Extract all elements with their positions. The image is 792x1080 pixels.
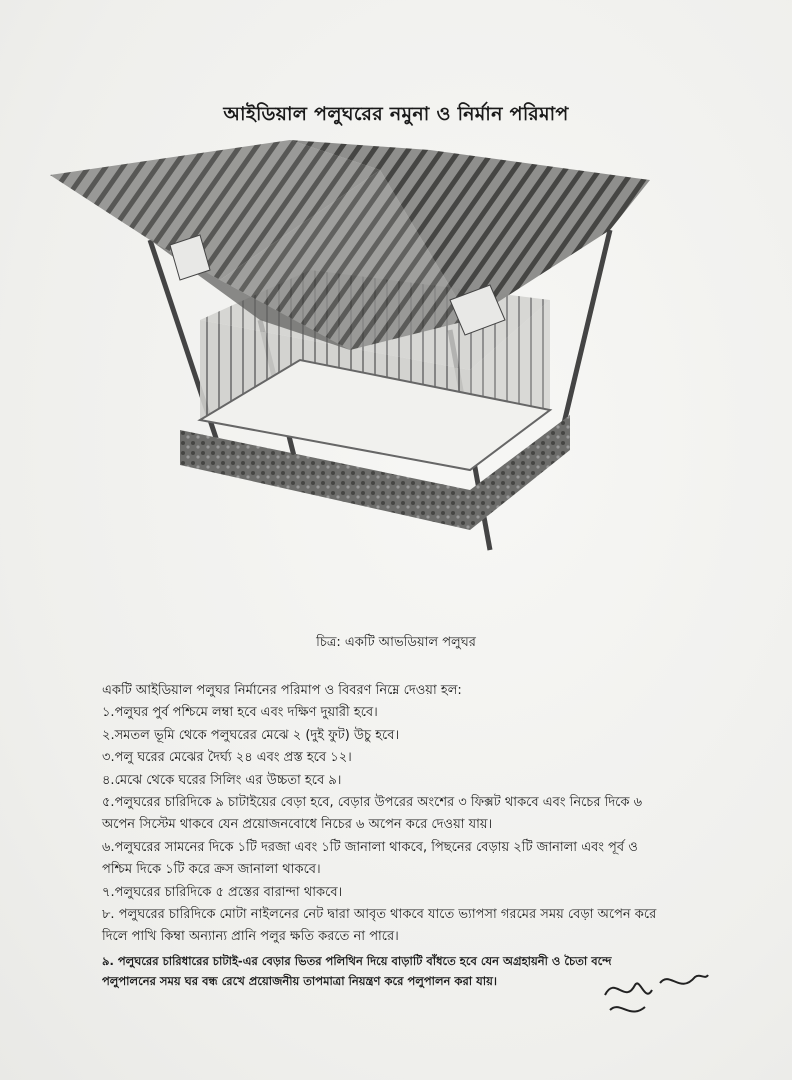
rearing-house-illustration: [50, 120, 690, 620]
list-item: ৬.পলুঘরের সামনের দিকে ১টি দরজা এবং ১টি জানালা থাকবে, পিছনের বেড়ায় ২টি জানালা এবং পূর্ব ও পশ্চিম দিকে ১টি করে ক্রস জানালা থাকবে।: [102, 839, 638, 878]
intro-text: একটি আইডিয়াল পলুঘর নির্মানের পরিমাপ ও বিবরণ নিম্নে দেওয়া হল:: [102, 683, 462, 698]
list-item: ৯. পলুঘরের চারিধারের চাটাই-এর বেড়ার ভিতর পলিথিন দিয়ে বাড়াটি বাঁধতে হবে যেন অগ্রহায়নী ও চৈতা বন্দে পলুপালনের সময় ঘর বন্ধ রেখে প্রয়োজনীয় তাপমাত্রা নিয়ন্ত্রণ করে পলুপালন করা যায়।: [102, 953, 612, 988]
figure-caption: চিত্র: একটি আভডিয়াল পলুঘর: [316, 635, 476, 650]
list-item: ১.পলুঘর পুর্ব পশ্চিমে লম্বা হবে এবং দক্ষিণ দুয়ারী হবে।: [102, 705, 378, 721]
list-item: ৮. পলুঘরের চারিদিকে মোটা নাইলনের নেট দ্বারা আবৃত থাকবে যাতে ভ্যাপসা গরমের সময় বেড়া অপেন করে দিলে পাখি কিম্বা অন্যান্য প্রানি পলুর ক্ষতি করতে না পারে।: [102, 907, 657, 945]
list-item: ৪.মেঝে থেকে ঘরের সিলিং এর উচ্চতা হবে ৯।: [102, 772, 342, 788]
page-title: আইডিয়াল পলুঘরের নমুনা ও নির্মান পরিমাপ: [223, 103, 569, 125]
list-item: ৫.পলুঘরের চারিদিকে ৯ চাটাইয়ের বেড়া হবে, বেড়ার উপরের অংশের ৩ ফিক্সট থাকবে এবং নিচের দিকে ৬ অপেন সিস্টেম থাকবে যেন প্রয়োজনবোধে নিচের ৬ অপেন করে দেওয়া যায়।: [102, 795, 643, 833]
list-item: ৩.পলু ঘরের মেঝের দৈর্ঘ্য ২৪ এবং প্রস্ত হবে ১২।: [102, 750, 352, 766]
body-text: [102, 680, 662, 991]
list-item: ২.সমতল ভূমি থেকে পলুঘরের মেঝে ২ (দুই ফুট) উচু হবে।: [102, 727, 400, 743]
signature: [600, 965, 710, 1025]
list-item: ৭.পলুঘরের চারিদিকে ৫ প্রস্তের বারান্দা থাকবে।: [102, 884, 343, 900]
